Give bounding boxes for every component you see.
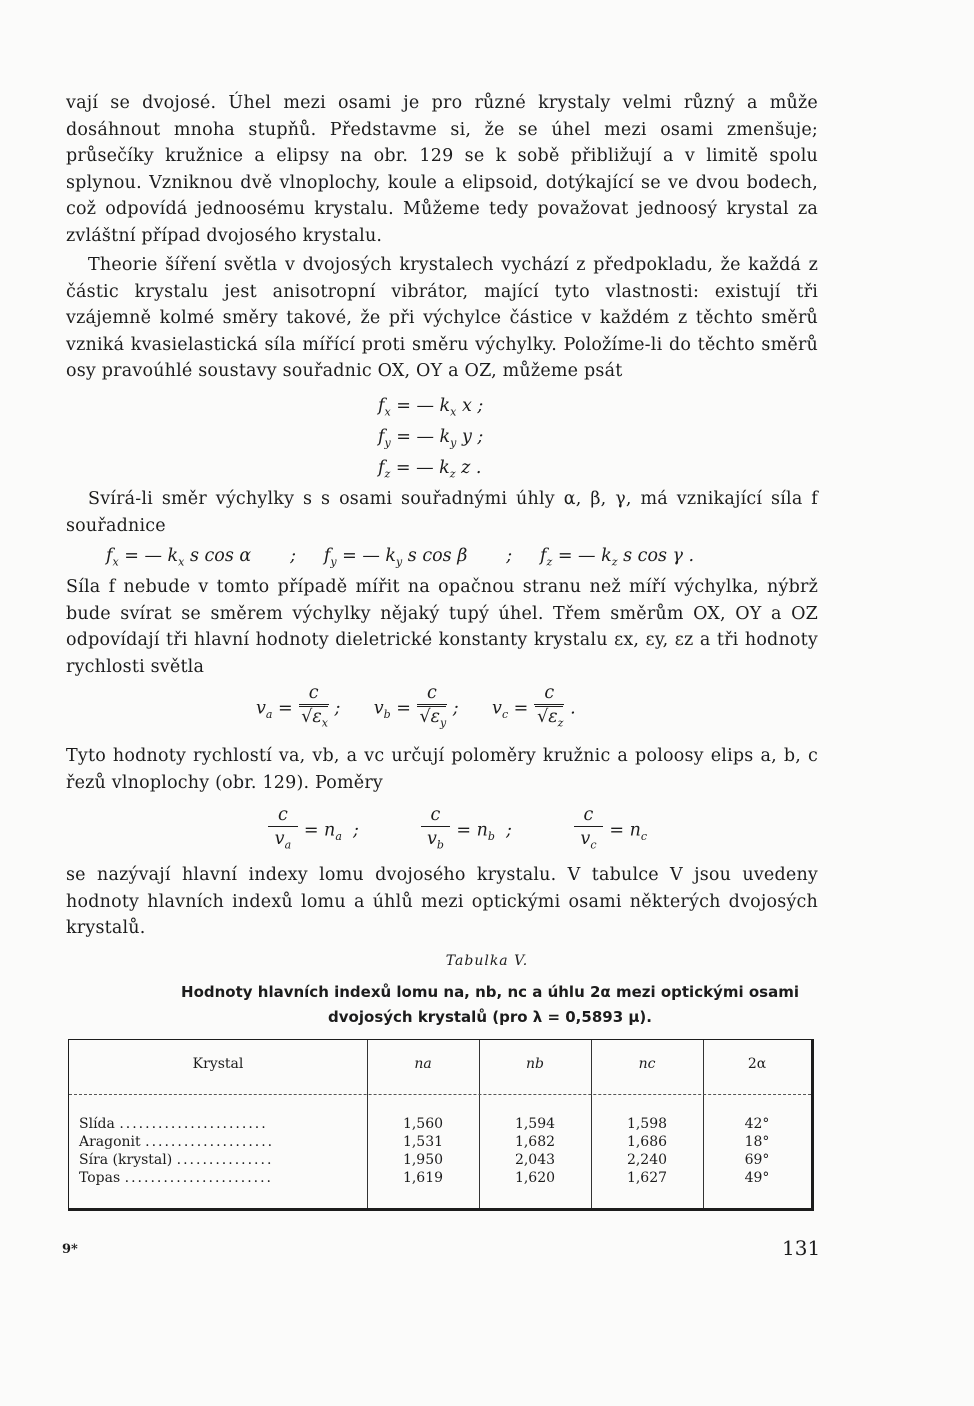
paragraph-3: Svírá-li směr výchylky s s osami souřadnými úhly α, β, γ, má vznikající síla f souřadnice <box>66 489 818 536</box>
paragraph-5: Tyto hodnoty rychlostí va, vb, a vc určují poloměry kružnic a poloosy elips a, b, c řezů vlnoplochy (obr. 129). Poměry <box>66 746 818 793</box>
page-number: 131 <box>782 1236 821 1260</box>
cell-na: 1,531 <box>402 1134 444 1150</box>
cell-nb: 2,043 <box>514 1152 556 1168</box>
row-crystal-name: Topas <box>79 1170 121 1186</box>
table-row: Síra (krystal) ............... <box>79 1152 274 1168</box>
cell-nb: 1,620 <box>514 1170 556 1186</box>
paragraph-6: se nazývají hlavní indexy lomu dvojosého krystalu. V tabulce V jsou uvedeny hodnoty hlavních indexů lomu a úhlů mezi optickými osami některých dvojosých krystalů. <box>66 865 818 938</box>
equation-force-components: $f_x$ = — $k_x$ s cos α ; $f_y$ = — $k_y$ s cos β ; $f_z$ = — $k_z$ s cos γ . <box>106 546 695 569</box>
table-row: Topas ....................... <box>79 1170 273 1186</box>
table-title-line-2: dvojosých krystalů (pro λ = 0,5893 μ). <box>328 1008 652 1026</box>
equation-indices: $\frac{c}{v_a}$ = $n_a$ ; $\frac{c}{v_b}$ = $n_b$ ; $\frac{c}{v_c}$ = $n_c$ <box>262 804 647 858</box>
cell-nb: 1,682 <box>514 1134 556 1150</box>
header-na: na <box>414 1056 432 1072</box>
equation-force-y: $f_y$ = — $k_y$ y ; <box>378 427 484 450</box>
header-nb: nb <box>526 1056 544 1072</box>
cell-nc: 1,686 <box>626 1134 668 1150</box>
equation-force-z: $f_z$ = — $k_z$ z . <box>378 458 482 481</box>
cell-angle: 42° <box>744 1116 770 1132</box>
paragraph-2: Theorie šíření světla v dvojosých krystalech vychází z předpokladu, že každá z částic krystalu jest anisotropní vibrátor, mající tyto vlastnosti: existují tři vzájemně kolmé směry takové, že při výchylce částice v každém z těchto směrů vzniká kvasielastická síla mířící proti směru výchylky. Položíme-li do těchto směrů osy pravoúhlé soustavy souřadnic OX, OY a OZ, můžeme psát <box>66 255 818 381</box>
row-crystal-name: Slída <box>79 1116 115 1132</box>
equation-velocities: $v_a$ = $\frac{c}{√\varepsilon_x}$ ; $v_b$ = $\frac{c}{√\varepsilon_y}$ ; $v_c$ = $\frac{c}{√\varepsilon_z}$ . <box>256 683 576 730</box>
table-row: Slída ....................... <box>79 1116 268 1132</box>
table-row: Aragonit .................... <box>79 1134 275 1150</box>
cell-angle: 18° <box>744 1134 770 1150</box>
cell-angle: 49° <box>744 1170 770 1186</box>
table-label: Tabulka V. <box>445 953 529 969</box>
cell-na: 1,619 <box>402 1170 444 1186</box>
cell-na: 1,950 <box>402 1152 444 1168</box>
cell-nc: 2,240 <box>626 1152 668 1168</box>
row-crystal-name: Aragonit <box>79 1134 141 1150</box>
paragraph-1: vají se dvojosé. Úhel mezi osami je pro různé krystaly velmi různý a může dosáhnout mnoha stupňů. Představme si, že se úhel mezi osami zmenšuje; průsečíky kružnice a elipsy na obr. 129 se k sobě přibližují a v limitě spolu splynou. Vzniknou dvě vlnoplochy, koule a elipsoid, dotýkající se ve dvou bodech, což odpovídá jednoosému krystalu. Můžeme tedy považovat jednoosý krystal za zvláštní případ dvojosého krystalu. <box>66 93 818 246</box>
table-title <box>120 980 860 1030</box>
header-angle: 2α <box>747 1056 767 1072</box>
cell-nb: 1,594 <box>514 1116 556 1132</box>
cell-nc: 1,598 <box>626 1116 668 1132</box>
row-crystal-name: Síra (krystal) <box>79 1152 173 1168</box>
header-nc: nc <box>638 1056 656 1072</box>
cell-nc: 1,627 <box>626 1170 668 1186</box>
cell-na: 1,560 <box>402 1116 444 1132</box>
header-crystal: Krystal <box>192 1056 244 1072</box>
header-separator <box>69 1094 811 1095</box>
cell-angle: 69° <box>744 1152 770 1168</box>
crystal-index-table <box>68 1039 814 1211</box>
paragraph-4: Síla f nebude v tomto případě mířit na opačnou stranu než míří výchylka, nýbrž bude svírat se směrem výchylky nějaký tupý úhel. Třem směrům OX, OY a OZ odpovídají tři hlavní hodnoty dieletrické konstanty krystalu εx, εy, εz a tři hodnoty rychlosti světla <box>66 577 818 677</box>
equation-force-x: $f_x$ = — $k_x$ x ; <box>378 396 484 419</box>
signature-mark: 9* <box>62 1242 78 1257</box>
table-title-line-1: Hodnoty hlavních indexů lomu na, nb, nc a úhlu 2α mezi optickými osami <box>181 983 799 1001</box>
